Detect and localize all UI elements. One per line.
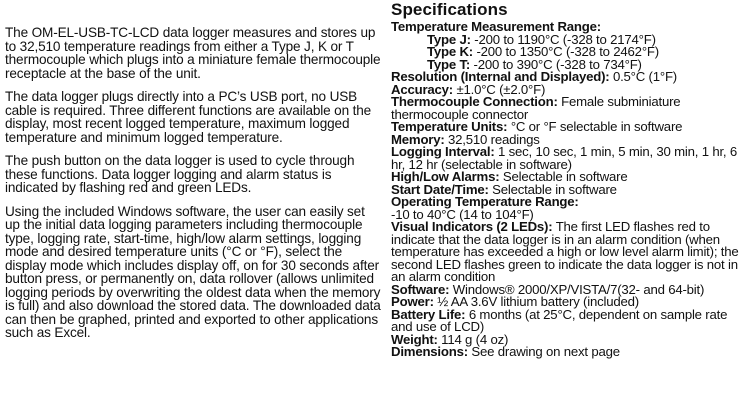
spec-interval [391, 146, 749, 171]
spec-accuracy-value: ±1.0°C (±2.0°F) [456, 81, 546, 97]
spec-interval-value: 1 sec, 10 sec, 1 min, 5 min, 30 min, 1 hr, 6 hr, 12 hr (selectable in software) [391, 144, 737, 172]
spec-visual-value: The first LED flashes red to indicate that the data logger is in an alarm condition (when temperature has exceeded a high or low level alarm limit); the second LED flashes green to indicate the data logger is not in an alarm condition [391, 219, 739, 284]
description-column [5, 26, 381, 350]
spec-dimensions-label: Dimensions: [391, 344, 468, 359]
spec-op-range-label: Operating Temperature Range: [391, 194, 579, 209]
spec-op-range-value: -10 to 40°C (14 to 104°F) [391, 206, 534, 222]
spec-accuracy-label: Accuracy: [391, 81, 453, 97]
spec-battery-value: 6 months (at 25°C, dependent on sample rate and use of LCD) [391, 306, 728, 334]
spec-software-label: Software: [391, 281, 450, 297]
spec-start-value: Selectable in software [492, 181, 617, 197]
spec-connection-label: Thermocouple Connection: [391, 94, 558, 109]
spec-dimensions [391, 346, 749, 359]
spec-power-label: Power: [391, 294, 434, 309]
spec-battery [391, 306, 749, 334]
spec-power-value: ½ AA 3.6V lithium battery (included) [437, 294, 639, 309]
intro-paragraph-1: The OM-EL-USB-TC-LCD data logger measures and stores up to 32,510 temperature readings from either a Type J, K or T thermocouple which plugs into a miniature female thermocouple receptacle at the base of the unit. [5, 25, 381, 81]
spec-type-j-value: -200 to 1190°C (-328 to 2174°F) [474, 31, 656, 47]
spec-type-k-value: -200 to 1350°C (-328 to 2462°F) [476, 44, 659, 59]
spec-start-label: Start Date/Time: [391, 181, 489, 197]
spec-interval-label: Logging Interval: [391, 144, 495, 159]
specifications-column [391, 0, 749, 359]
specifications-heading: Specifications [391, 0, 508, 19]
intro-paragraph-3: The push button on the data logger is used to cycle through these functions. Data logger logging and alarm status is indicated by flashing red and green LEDs. [5, 153, 355, 195]
intro-paragraph-2: The data logger plugs directly into a PC’s USB port, no USB cable is required. Three different functions are available on the display, most recent logged temperature, maximum logged temperature and minimum logged temperature. [5, 89, 372, 145]
spec-memory-label: Memory: [391, 131, 445, 147]
spec-type-t-label: Type T: [427, 56, 471, 72]
spec-connection-value: Female subminiature thermocouple connector [391, 94, 681, 122]
spec-visual-label: Visual Indicators (2 LEDs): [391, 219, 553, 234]
spec-connection [391, 96, 749, 121]
spec-alarms-label: High/Low Alarms: [391, 169, 500, 184]
spec-temp-range-label: Temperature Measurement Range: [391, 19, 601, 34]
spec-units-value: °C or °F selectable in software [510, 119, 683, 134]
spec-resolution-value: 0.5°C (1°F) [612, 69, 677, 84]
spec-type-j-label: Type J: [427, 31, 471, 47]
spec-weight-label: Weight: [391, 331, 438, 347]
spec-type-t-value: -200 to 390°C (-328 to 734°F) [473, 56, 642, 72]
spec-memory-value: 32,510 readings [448, 131, 540, 147]
spec-units-label: Temperature Units: [391, 119, 508, 134]
spec-resolution-label: Resolution (Internal and Displayed): [391, 69, 610, 84]
spec-alarms-value: Selectable in software [502, 169, 628, 184]
intro-paragraph-4: Using the included Windows software, the user can easily set up the initial data logging parameters including thermocouple type, logging rate, start-time, high/low alarm settings, logging mode and desired temperature units (°C or °F), select the display mode which includes display off, on for 30 seconds after button press, or permanently on, data rollover (allows unlimited logging periods by overwriting the oldest data when the memory is full) and also download the stored data. The downloaded data can then be graphed, printed and exported to other applications such as Excel. [5, 203, 381, 340]
spec-software-value: Windows® 2000/XP/VISTA/7(32- and 64-bit) [452, 281, 705, 297]
spec-visual [391, 221, 749, 284]
spec-type-k-label: Type K: [427, 44, 473, 59]
spec-weight-value: 114 g (4 oz) [441, 331, 509, 347]
spec-dimensions-value: See drawing on next page [471, 344, 620, 359]
spec-battery-label: Battery Life: [391, 306, 466, 322]
